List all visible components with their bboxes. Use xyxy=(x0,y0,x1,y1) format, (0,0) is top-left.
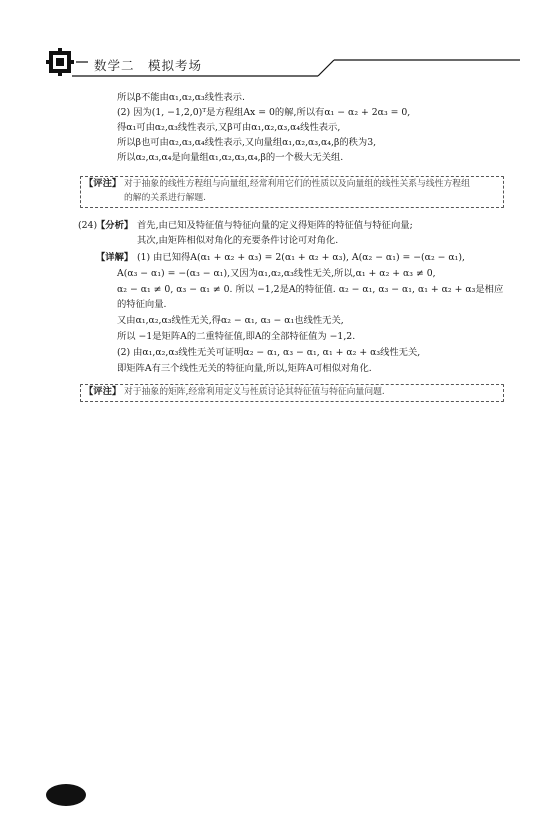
note-tag: 【评注】 xyxy=(84,386,122,397)
text-line: (2) 因为(1, −1,2,0)ᵀ是方程组Ax = 0的解,所以有α₁ − α₂ + 2α₃ = 0, xyxy=(117,107,411,118)
detail-text: 又由α₁,α₂,α₃线性无关,得α₂ − α₁, α₃ − α₁也线性无关, xyxy=(117,315,344,326)
note-text: 的解的关系进行解题. xyxy=(124,193,206,203)
detail-text: 所以 −1是矩阵A的二重特征值,即A的全部特征值为 −1,2. xyxy=(117,331,356,342)
text-line: 所以α₂,α₃,α₄是向量组α₁,α₂,α₃,α₄,β的一个极大无关组. xyxy=(117,152,344,163)
analysis-text: 首先,由已知及特征值与特征向量的定义得矩阵的特征值与特征向量; xyxy=(137,220,413,231)
detail-text: A(α₃ − α₁) = −(α₃ − α₁),又因为α₁,α₂,α₃线性无关,所以,α₁ + α₂ + α₃ ≠ 0, xyxy=(117,268,436,279)
section-title: 数学二 模拟考场 xyxy=(94,58,203,73)
detail-text: 的特征向量. xyxy=(117,299,167,310)
note-text: 对于抽象的矩阵,经常利用定义与性质讨论其特征值与特征向量问题. xyxy=(124,387,385,397)
note-text: 对于抽象的线性方程组与向量组,经常利用它们的性质以及向量组的线性关系与线性方程组 xyxy=(124,179,470,189)
detail-text: α₂ − α₁ ≠ 0, α₃ − α₁ ≠ 0. 所以 −1,2是A的特征值. α₂ − α₁, α₃ − α₁, α₁ + α₂ + α₃是相应 xyxy=(117,284,504,295)
detail-text: 即矩阵A有三个线性无关的特征向量,所以,矩阵A可相似对角化. xyxy=(117,363,372,374)
text-line: 所以β也可由α₂,α₃,α₄线性表示,又向量组α₁,α₂,α₃,α₄,β的秩为3, xyxy=(117,137,377,148)
question-number: (24) xyxy=(78,220,98,231)
detail-text: (1) 由已知得A(α₁ + α₂ + α₃) = 2(α₁ + α₂ + α₃), A(α₂ − α₁) = −(α₂ − α₁), xyxy=(137,252,465,263)
note-tag: 【评注】 xyxy=(84,178,122,189)
text-line: 得α₁可由α₂,α₃线性表示,又β可由α₁,α₂,α₃,α₄线性表示, xyxy=(117,122,341,133)
detail-text: (2) 由α₁,α₂,α₃线性无关可证明α₂ − α₁, α₃ − α₁, α₁ + α₂ + α₃线性无关, xyxy=(117,347,421,358)
text-line: 所以β不能由α₁,α₂,α₃线性表示. xyxy=(117,92,245,103)
page-number-badge xyxy=(46,784,86,806)
analysis-tag: 【分析】 xyxy=(96,220,134,231)
analysis-text: 其次,由矩阵相似对角化的充要条件讨论可对角化. xyxy=(137,235,339,246)
detail-tag: 【详解】 xyxy=(96,252,134,263)
